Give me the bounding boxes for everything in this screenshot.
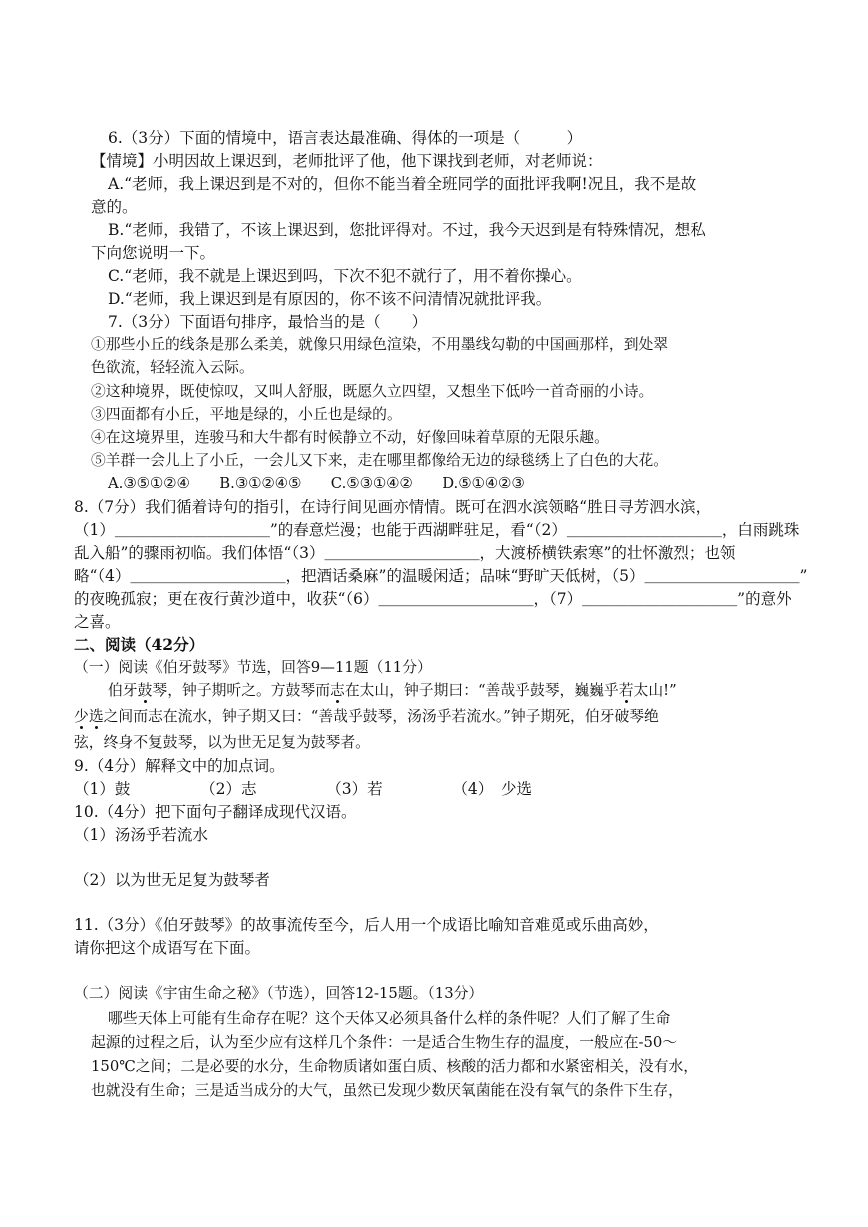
- q6-context: 【情境】小明因故上课迟到，老师批评了他，他下课找到老师，对老师说：: [91, 152, 603, 170]
- dotted-word-xuan: 选: [88, 708, 104, 725]
- q7-sentence-4: ④在这境界里，连骏马和大牛都有时候静立不动，好像回味着草原的无限乐趣。: [91, 429, 609, 446]
- q7-options: A.③⑤①②④ B.③①②④⑤ C.⑤③①④② D.⑤①④②③: [108, 475, 525, 492]
- passage2-line4: 也就没有生命；三是适当成分的大气，虽然已发现少数厌氧菌能在没有氧气的条件下生存，: [91, 1082, 683, 1099]
- q7-sentence-1-line2: 色欲流，轻轻流入云际。: [91, 359, 254, 376]
- passage1-line3: 弦，终身不复鼓琴，以为世无足复为鼓琴者。: [74, 734, 370, 751]
- q8-line6: 之喜。: [74, 613, 121, 631]
- q7-sentence-2: ②这种境界，既使惊叹，又叫人舒服，既愿久立四望，又想坐下低吟一首奇丽的小诗。: [91, 383, 654, 400]
- q10-item-1: （1）汤汤乎若流水: [74, 826, 208, 844]
- q6-option-d: D.“老师，我上课迟到是有原因的，你不该不问清情况就批评我。: [108, 290, 552, 308]
- q10-stem: 10.（4分）把下面句子翻译成现代汉语。: [74, 803, 357, 821]
- q9-items: （1）鼓 （2）志 （3）若 （4） 少选: [74, 780, 532, 798]
- passage-text: 在太山，钟子期曰：“善哉乎鼓琴，巍巍乎: [344, 682, 619, 699]
- q7-stem: 7.（3分）下面语句排序，最恰当的是（ ）: [108, 313, 428, 331]
- passage-text: 伯牙: [108, 682, 138, 699]
- dotted-word-gu: 鼓: [137, 682, 153, 699]
- dotted-word-zhi: 志: [330, 682, 345, 699]
- section-reading-title: 二、阅读（42分）: [74, 635, 205, 654]
- q6-option-b-line2: 下向您说明一下。: [91, 244, 216, 262]
- dotted-word-ruo: 若: [618, 682, 634, 699]
- q8-line1: 8.（7分）我们循着诗句的指引，在诗行间见画亦情情。既可在泗水滨领略“胜日寻芳泗水滨，: [74, 498, 712, 516]
- q7-sentence-1-line1: ①那些小丘的线条是那么柔美，就像只用绿色渲染，不用墨线勾勒的中国画那样，到处翠: [91, 336, 669, 353]
- q6-option-a-line1: A.“老师，我上课迟到是不对的，但你不能当着全班同学的面批评我啊!况且，我不是故: [108, 175, 697, 193]
- q6-option-a-line2: 意的。: [91, 198, 138, 216]
- q8-line5: 的夜晚孤寂；更在夜行黄沙道中，收获“（6）＿＿＿＿＿＿＿＿＿＿，（7）＿＿＿＿＿＿＿＿＿＿”的意外: [74, 590, 792, 608]
- q7-sentence-3: ③四面都有小丘，平地是绿的，小丘也是绿的。: [91, 406, 402, 423]
- passage-text: 琴，钟子期听之。方鼓琴而: [152, 682, 330, 699]
- q11-line2: 请你把这个成语写在下面。: [74, 939, 261, 957]
- q6-option-c: C.“老师，我不就是上课迟到吗，下次不犯不就行了，用不着你操心。: [108, 267, 582, 285]
- passage-text: 之间而志在流水，钟子期又曰：“善哉乎鼓琴，汤汤乎若流水。”钟子期死，伯牙破琴绝: [103, 708, 659, 725]
- q10-item-2: （2）以为世无足复为鼓琴者: [74, 871, 270, 889]
- passage2-line3: 150℃之间；二是必要的水分，生命物质诸如蛋白质、核酸的活力都和水紧密相关，没有水，: [91, 1058, 699, 1075]
- q9-stem: 9.（4分）解释文中的加点词。: [74, 757, 285, 775]
- passage2-line2: 起源的过程之后，认为至少应有这样几个条件：一是适合生物生存的温度，一般应在-50～: [91, 1034, 678, 1051]
- q7-sentence-5: ⑤羊群一会儿上了小丘，一会儿又下来，走在哪里都像给无边的绿毯绣上了白色的大花。: [91, 452, 669, 469]
- dotted-word-shao: 少: [74, 708, 89, 725]
- passage-text: 太山!”: [633, 682, 677, 699]
- q6-option-b-line1: B.“老师，我错了，不该上课迟到，您批评得对。不过，我今天迟到是有特殊情况，想私: [108, 221, 706, 239]
- q8-line2: （1）＿＿＿＿＿＿＿＿＿＿”的春意烂漫；也能于西湖畔驻足，看“（2）＿＿＿＿＿＿＿＿＿＿，白雨跳珠: [74, 521, 800, 539]
- q11-line1: 11.（3分）《伯牙鼓琴》的故事流传至今，后人用一个成语比喻知音难觅或乐曲高妙，: [74, 916, 659, 934]
- q8-line4: 略“（4）＿＿＿＿＿＿＿＿＿＿，把酒话桑麻”的温暖闲适；品味“野旷天低树，（5）＿＿＿＿＿＿＿＿＿＿”: [74, 567, 808, 585]
- part1-heading: （一）阅读《伯牙鼓琴》节选，回答9—11题（11分）: [74, 659, 432, 676]
- passage2-line1: 哪些天体上可能有生命存在呢？这个天体又必须具备什么样的条件呢？人们了解了生命: [108, 1010, 671, 1027]
- passage1-line2: [74, 706, 659, 728]
- passage1-line1: [108, 680, 677, 702]
- q6-stem: 6.（3分）下面的情境中，语言表达最准确、得体的一项是（ ）: [108, 129, 583, 147]
- q8-line3: 乱入船”的骤雨初临。我们体悟“（3）＿＿＿＿＿＿＿＿＿＿，大渡桥横铁索寒”的壮怀激烈；也领: [74, 544, 736, 562]
- part2-heading: （二）阅读《宇宙生命之秘》（节选），回答12-15题。（13分）: [74, 985, 484, 1002]
